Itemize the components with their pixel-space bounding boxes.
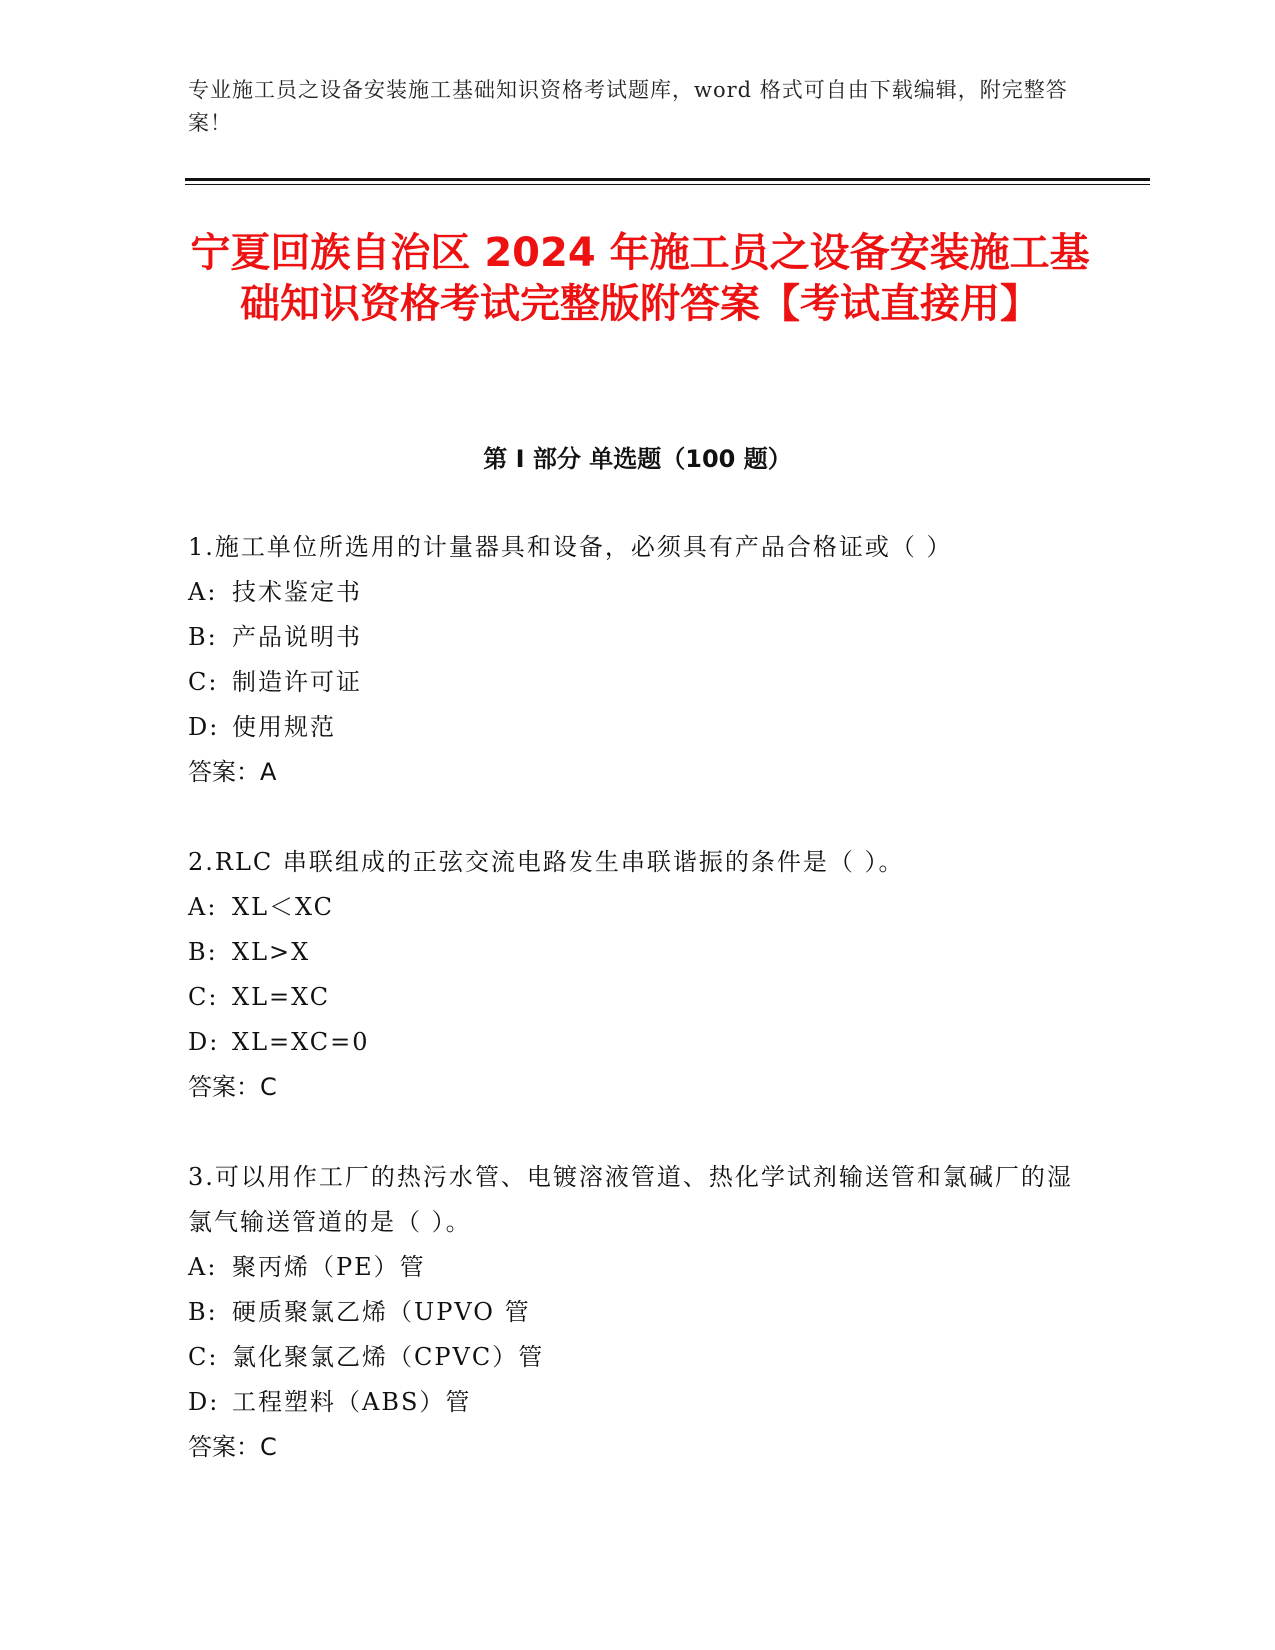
option-letter: C: — [188, 1343, 219, 1371]
option-b — [188, 1290, 1088, 1335]
option-letter: C: — [188, 668, 219, 696]
option-letter: B: — [188, 938, 218, 966]
option-text: 聚丙烯（PE）管 — [232, 1253, 426, 1281]
option-b — [188, 930, 1088, 975]
option-letter: B: — [188, 623, 218, 651]
answer-line: 答案：A — [188, 758, 277, 786]
option-text: 制造许可证 — [232, 668, 362, 696]
option-a — [188, 1245, 1088, 1290]
header-divider-thin — [185, 184, 1150, 185]
option-text: 使用规范 — [232, 713, 336, 741]
option-text: 工程塑料（ABS）管 — [232, 1388, 472, 1416]
option-letter: D: — [188, 1028, 220, 1056]
question-block — [188, 840, 1088, 1110]
option-text: 氯化聚氯乙烯（CPVC）管 — [232, 1343, 545, 1371]
answer-line: 答案：C — [188, 1073, 277, 1101]
question-text: 2.RLC 串联组成的正弦交流电路发生串联谐振的条件是（ ）。 — [188, 848, 905, 876]
header-divider-thick — [185, 178, 1150, 181]
option-text: 硬质聚氯乙烯（UPVO 管 — [232, 1298, 531, 1326]
option-letter: D: — [188, 713, 220, 741]
option-letter: C: — [188, 983, 219, 1011]
header-note: 专业施工员之设备安装施工基础知识资格考试题库，word 格式可自由下载编辑，附完整答案！ — [188, 78, 1068, 135]
option-c — [188, 1335, 1088, 1380]
option-a — [188, 570, 1088, 615]
option-text: 产品说明书 — [232, 623, 362, 651]
option-letter: A: — [188, 893, 218, 921]
option-a — [188, 885, 1088, 930]
option-d — [188, 1020, 1088, 1065]
question-text: 1.施工单位所选用的计量器具和设备，必须具有产品合格证或（ ） — [188, 533, 953, 561]
option-text: XL=XC — [232, 983, 331, 1011]
option-letter: B: — [188, 1298, 218, 1326]
option-c — [188, 975, 1088, 1020]
section-heading: 第 I 部分 单选题（100 题） — [483, 445, 792, 473]
option-letter: D: — [188, 1388, 220, 1416]
option-c — [188, 660, 1088, 705]
option-text: XL＜XC — [232, 893, 335, 921]
option-letter: A: — [188, 1253, 218, 1281]
option-text: 技术鉴定书 — [232, 578, 362, 606]
option-d — [188, 705, 1088, 750]
option-d — [188, 1380, 1088, 1425]
answer-line: 答案：C — [188, 1433, 277, 1461]
option-text: XL=XC=0 — [232, 1028, 370, 1056]
question-block — [188, 525, 1088, 795]
document-title: 宁夏回族自治区 2024 年施工员之设备安装施工基础知识资格考试完整版附答案【考试直接用】 — [190, 230, 1090, 327]
question-text: 3.可以用作工厂的热污水管、电镀溶液管道、热化学试剂输送管和氯碱厂的湿氯气输送管道的是（ ）。 — [188, 1163, 1073, 1236]
question-block — [188, 1155, 1088, 1470]
option-letter: A: — [188, 578, 218, 606]
option-text: XL>X — [232, 938, 311, 966]
option-b — [188, 615, 1088, 660]
